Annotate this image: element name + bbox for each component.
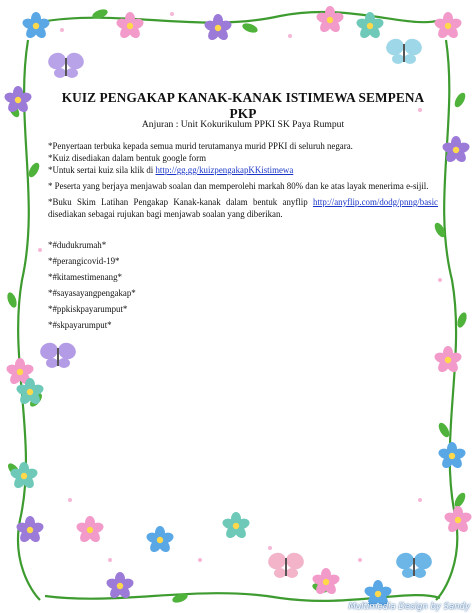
paragraph-3 <box>48 164 438 176</box>
page-subtitle: Anjuran : Unit Kokurikulum PPKI SK Paya Rumput <box>141 119 345 130</box>
paragraph-5-text: *Buku Skim Latihan Pengakap Kanak-kanak dalam bentuk anyflip <box>48 197 314 207</box>
hashtag: *#dudukrumah* <box>48 240 107 250</box>
hashtag: *#skpayarumput* <box>48 320 112 330</box>
anyflip-link[interactable]: http://anyflip.com/dodg/pnng/basic <box>313 197 438 207</box>
paragraph-3-text: *Untuk sertai kuiz sila klik di <box>48 165 156 175</box>
paragraph-5-suffix: disediakan sebagai rujukan bagi menjawab soalan yang diberikan. <box>48 209 283 219</box>
paragraph-5 <box>48 196 438 220</box>
quiz-link[interactable]: http://gg.gg/kuizpengakapKKistimewa <box>155 165 294 175</box>
paragraph-1 <box>48 140 438 152</box>
paragraph-2 <box>48 152 438 164</box>
hashtag: *#sayasayangpengakap* <box>48 288 136 298</box>
hashtag: *#kitamestimenang* <box>48 272 122 282</box>
hashtag: *#perangicovid-19* <box>48 256 120 266</box>
hashtag: *#ppkiskpayarumput* <box>48 304 128 314</box>
page-title: KUIZ PENGAKAP KANAK-KANAK ISTIMEWA SEMPENA PKP <box>61 90 425 121</box>
paragraph-4 <box>48 180 438 192</box>
paragraph-4-text: * Peserta yang berjaya menjawab soalan dan memperolehi markah 80% dan ke atas layak menerima e-sijil. <box>48 181 429 191</box>
designer-credit: Multimedia Design by Sandy <box>348 602 470 612</box>
paragraph-1-text: *Penyertaan terbuka kepada semua murid terutamanya murid PPKI di seluruh negara. <box>48 141 353 151</box>
paragraph-2-text: *Kuiz disediakan dalam bentuk google form <box>48 153 206 163</box>
